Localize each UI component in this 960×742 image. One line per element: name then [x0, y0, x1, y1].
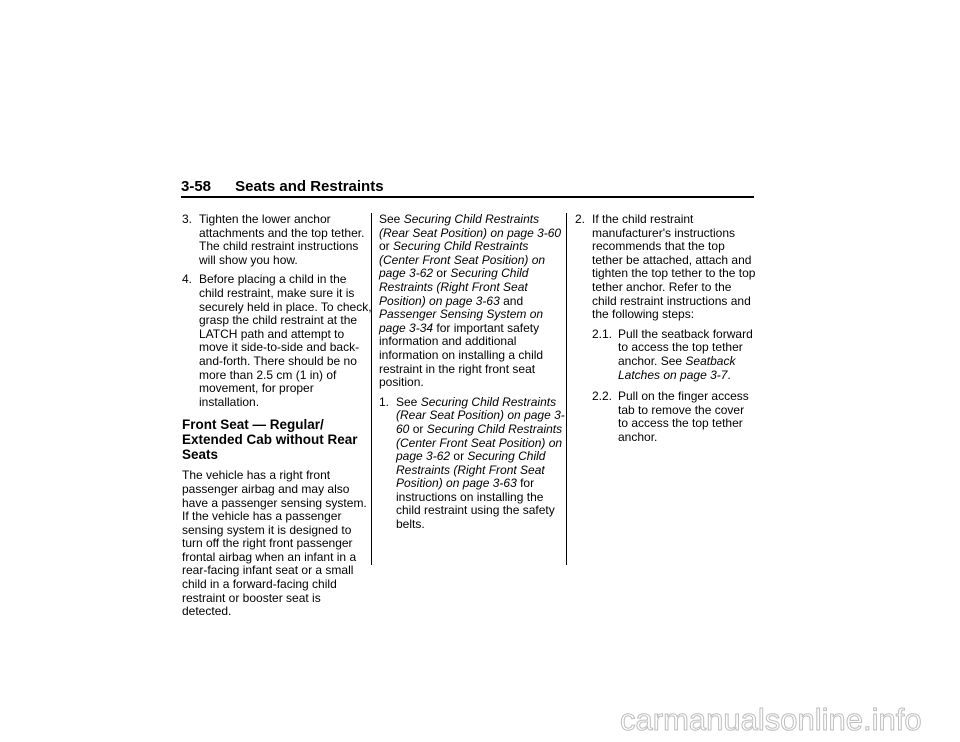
- cross-reference-link[interactable]: Securing Child Restraints (Right Front Seat Position) on page 3-63: [396, 449, 546, 491]
- page-header: [181, 178, 754, 196]
- text-or: or: [453, 449, 465, 464]
- list-text: Tighten the lower anchor attachments and the top tether. The child restraint instructions will show you how.: [199, 212, 365, 267]
- cross-reference-link[interactable]: Securing Child Restraints (Center Front Seat Position) on page 3-62: [379, 239, 546, 281]
- sub-list-item-2-2: [575, 390, 757, 444]
- text-or: or: [379, 239, 390, 254]
- cross-reference-link[interactable]: Securing Child Restraints (Rear Seat Position) on page 3-60: [396, 394, 565, 436]
- column-3: [575, 213, 757, 453]
- column-2: [379, 213, 565, 538]
- page-number: 3-58: [181, 178, 212, 195]
- text-see: See: [379, 212, 401, 226]
- text-or: or: [436, 266, 448, 281]
- list-number: 3.: [182, 212, 193, 226]
- text-tail: for instructions on installing the child restraint using the safety belts.: [396, 476, 555, 532]
- list-item-3: [182, 213, 372, 267]
- list-item-2: [575, 213, 757, 322]
- list-text: Pull the seatback forward to access the top tether anchor. See: [618, 326, 753, 368]
- list-item-4: [182, 273, 372, 409]
- list-number: 1.: [379, 394, 390, 409]
- reference-paragraph: [379, 213, 565, 390]
- cross-reference-link[interactable]: Securing Child Restraints (Rear Seat Position) on page 3-60: [379, 212, 562, 240]
- sub-list-item-2-1: [575, 328, 757, 382]
- list-number: 2.1.: [592, 326, 613, 341]
- section-title: Seats and Restraints: [235, 178, 384, 195]
- body-paragraph: The vehicle has a right front passenger airbag and may also have a passenger sensing system. If the vehicle has a passenger sensing system it is designed to turn off the right front passenger frontal airbag when an infant in a rear-facing infant seat or a small child in a forward-facing child restraint or booster seat is detected.: [182, 468, 367, 619]
- list-text: If the child restraint manufacturer's instructions recommends that the top tether be attached, attach and tighten the top tether to the top tether anchor. Refer to the child restraint instructions and the following steps:: [592, 212, 756, 322]
- cross-reference-link[interactable]: Seatback Latches on page 3-7: [618, 353, 736, 382]
- period: .: [727, 367, 731, 382]
- list-text: Pull on the finger access tab to remove the cover to access the top tether anchor.: [618, 389, 749, 444]
- list-item-1: [379, 396, 565, 532]
- section-heading: Front Seat — Regular/ Extended Cab without Rear Seats: [182, 417, 358, 463]
- column-1: [182, 213, 372, 625]
- watermark-text: carmanualsonline.info: [620, 702, 922, 737]
- list-number: 4.: [182, 272, 193, 287]
- column-divider-right: [566, 213, 567, 565]
- list-number: 2.: [575, 212, 586, 226]
- list-number: 2.2.: [592, 389, 613, 404]
- text-tail: for important safety information and additional information on installing a child restraint in the right front seat position.: [379, 320, 544, 390]
- watermark-logo: [620, 700, 950, 738]
- cross-reference-link[interactable]: Securing Child Restraints (Right Front Seat Position) on page 3-63: [379, 266, 529, 308]
- text-see: See: [396, 394, 418, 409]
- list-text: Before placing a child in the child restraint, make sure it is securely held in place. To check, grasp the child restraint at the LATCH path and attempt to move it side-to-side and back-and-forth. There should be no more than 2.5 cm (1 in) of movement, for proper installation.: [199, 272, 372, 409]
- cross-reference-link[interactable]: Passenger Sensing System on page 3-34: [379, 307, 544, 335]
- header-rule: [181, 196, 754, 198]
- text-or: or: [412, 421, 424, 436]
- text-and: and: [503, 293, 524, 308]
- cross-reference-link[interactable]: Securing Child Restraints (Center Front Seat Position) on page 3-62: [396, 421, 563, 464]
